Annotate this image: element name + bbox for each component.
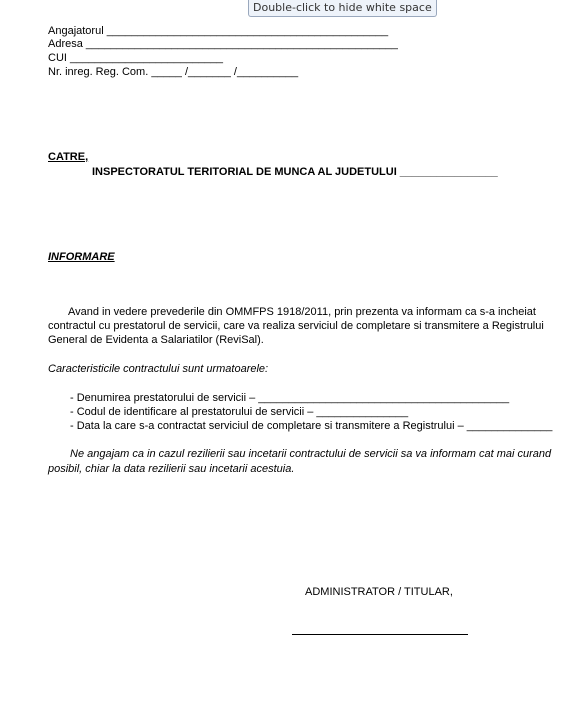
list-item: - Codul de identificare al prestatorului de servicii – _______________ (70, 406, 409, 418)
registration-field: Nr. inreg. Reg. Com. _____ /_______ /__________ (48, 66, 299, 78)
characteristics-intro: Caracteristicile contractului sunt urmatoarele: (48, 363, 269, 375)
recipient-label: CATRE, (48, 151, 89, 163)
employer-field: Angajatorul ______________________________________________ (48, 25, 389, 37)
paragraph-line: General de Evidenta a Salariatilor (ReviSal). (48, 334, 264, 346)
signature-line (292, 634, 468, 635)
address-field: Adresa ___________________________________________________ (48, 38, 398, 50)
paragraph-line: Avand in vedere prevederile din OMMFPS 1918/2011, prin prezenta va informam ca s-a incheiat (68, 306, 536, 318)
closing-line: posibil, chiar la data rezilierii sau incetarii acestuia. (48, 463, 295, 475)
document-title: INFORMARE (48, 251, 115, 263)
list-item: - Denumirea prestatorului de servicii – _________________________________________ (70, 392, 510, 404)
hide-white-space-tooltip: Double-click to hide white space (248, 0, 437, 17)
recipient-institution: INSPECTORATUL TERITORIAL DE MUNCA AL JUDETULUI ________________ (92, 166, 498, 178)
closing-line: Ne angajam ca in cazul rezilierii sau incetarii contractului de servicii sa va informam cat mai curand (70, 448, 552, 460)
signature-label: ADMINISTRATOR / TITULAR, (305, 586, 453, 598)
list-item: - Data la care s-a contractat serviciul de completare si transmitere a Registrului – ______________ (70, 420, 553, 432)
paragraph-line: contractul cu prestatorul de servicii, care va realiza serviciul de completare si transmitere a Registrului (48, 320, 544, 332)
cui-field: CUI _________________________ (48, 52, 223, 64)
